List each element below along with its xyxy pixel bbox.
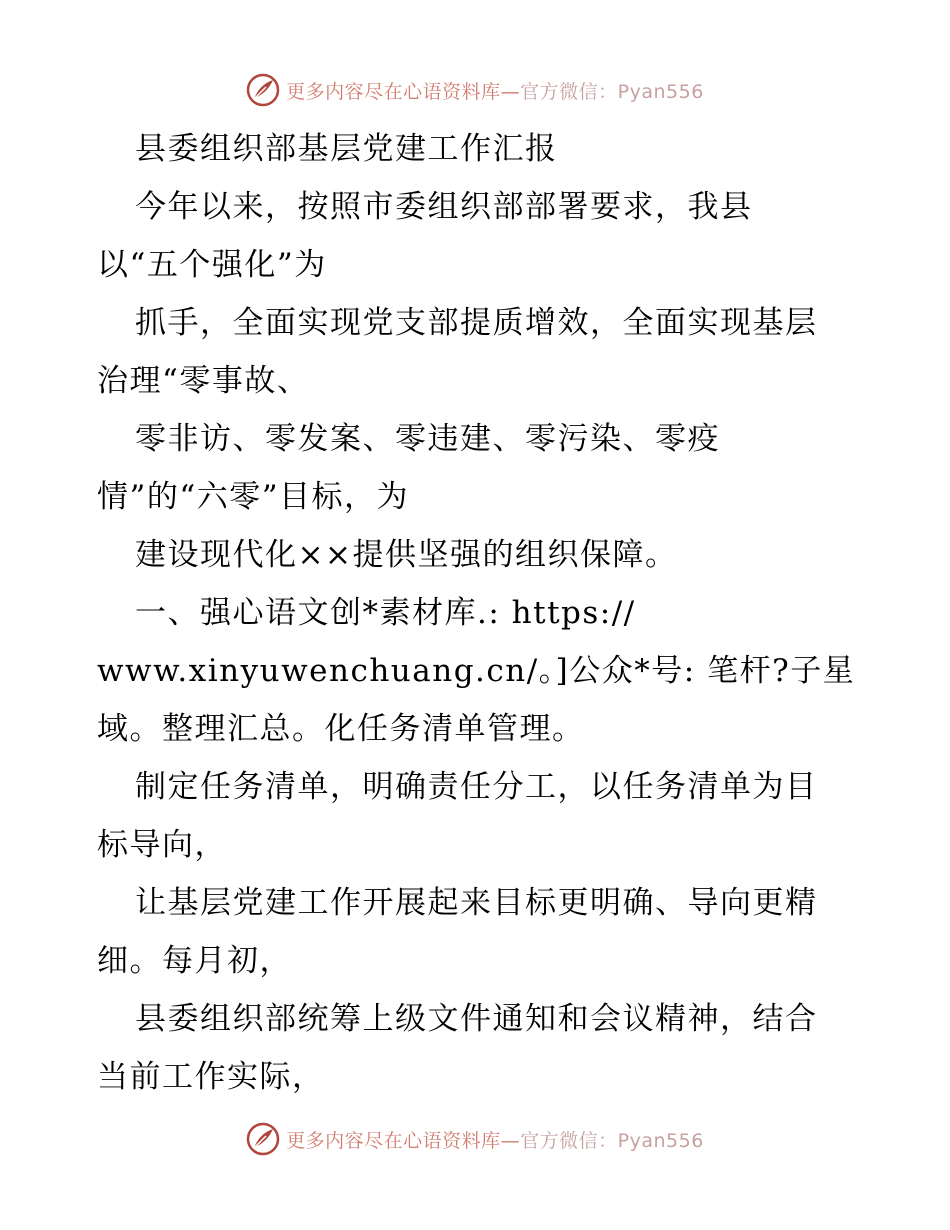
paragraph-line: 一、强心语文创*素材库.: https:// <box>135 595 636 631</box>
paragraph-line: 治理“零事故、 <box>97 363 310 399</box>
document-title: 县委组织部基层党建工作汇报 <box>135 131 558 167</box>
watermark-text <box>286 1126 704 1153</box>
paragraph-line: 抓手，全面实现党支部提质增效，全面实现基层 <box>135 305 818 341</box>
watermark-main: 更多内容尽在心语资料库 <box>286 1129 501 1152</box>
paragraph-line: 制定任务清单，明确责任分工，以任务清单为目 <box>135 769 818 805</box>
paragraph-line: 域。整理汇总。化任务清单管理。 <box>97 711 585 747</box>
feather-logo-icon <box>246 73 280 107</box>
watermark-text <box>286 77 704 104</box>
watermark-separator: — <box>500 80 521 103</box>
watermark-separator: — <box>500 1129 521 1152</box>
paragraph-line: 建设现代化××提供坚强的组织保障。 <box>135 537 678 573</box>
watermark-wechat: 官方微信：Pyan556 <box>520 1129 704 1152</box>
paragraph-line: 今年以来，按照市委组织部部署要求，我县 <box>135 189 753 225</box>
paragraph-line: 标导向， <box>97 827 227 863</box>
feather-logo-icon <box>246 1122 280 1156</box>
paragraph-line: 细。每月初， <box>97 943 292 979</box>
document-body <box>97 120 857 1106</box>
watermark-wechat: 官方微信：Pyan556 <box>520 80 704 103</box>
paragraph-line: 当前工作实际， <box>97 1059 325 1095</box>
header-watermark-banner <box>0 70 950 110</box>
paragraph-line: www.xinyuwenchuang.cn/。]公众*号: 笔杆?子星 <box>97 653 856 689</box>
footer-watermark-banner <box>0 1119 950 1159</box>
paragraph-line: 县委组织部统筹上级文件通知和会议精神，结合 <box>135 1001 818 1037</box>
watermark-main: 更多内容尽在心语资料库 <box>286 80 501 103</box>
paragraph-line: 情”的“六零”目标，为 <box>97 479 410 515</box>
paragraph-line: 让基层党建工作开展起来目标更明确、导向更精 <box>135 885 818 921</box>
paragraph-line: 以“五个强化”为 <box>97 247 327 283</box>
paragraph-line: 零非访、零发案、零违建、零污染、零疫 <box>135 421 720 457</box>
